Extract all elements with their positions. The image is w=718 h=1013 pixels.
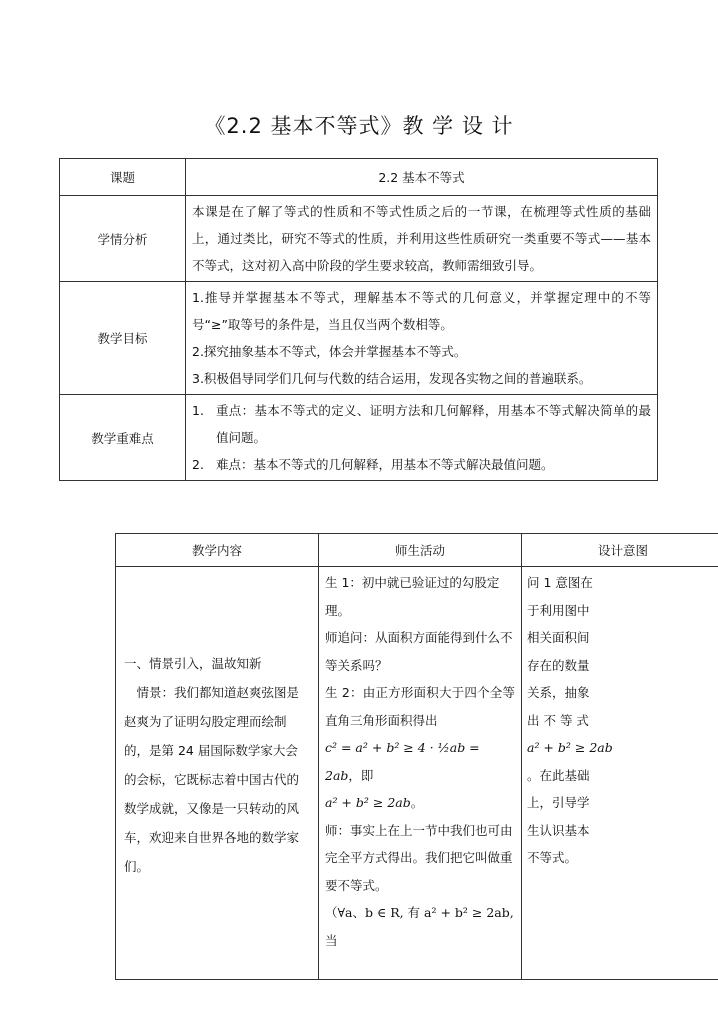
equation-2-suffix: 。 (410, 795, 424, 810)
list-item (192, 451, 651, 478)
row-value-goals (186, 282, 658, 395)
activity-cell (319, 567, 522, 980)
intent-line: 生认识基本 (527, 822, 590, 838)
scenario-paragraph: 情景：我们都知道赵爽弦图是赵爽为了证明勾股定理而绘制的，是第 24 届国际数学家大会的会标，它既标志着中国古代的数学成就，又像是一只转动的风车，欢迎来自世界各地的数学家们。 (124, 685, 300, 874)
intent-line: 不等式。 (527, 850, 578, 865)
table-row (116, 567, 718, 980)
row-label-keypoints: 教学重难点 (60, 395, 186, 481)
row-value-topic: 2.2 基本不等式 (186, 159, 658, 196)
equation-line-1 (325, 734, 515, 789)
intent-line: 出 不 等 式 (527, 712, 589, 728)
list-item (192, 397, 651, 451)
table-row (60, 282, 658, 395)
equation-1: c² = a² + b² ≥ 4 · ½ab = 2ab (325, 740, 480, 783)
header-activity: 师生活动 (319, 534, 522, 567)
goal-line: 1.推导并掌握基本不等式，理解基本不等式的几何意义，并掌握定理中的不等号“≥”取等号的条件是，当且仅当两个数相等。 (192, 290, 651, 332)
list-text: 难点：基本不等式的几何解释，用基本不等式解决最值问题。 (216, 457, 554, 472)
goal-line: 2.探究抽象基本不等式，体会并掌握基本不等式。 (192, 344, 467, 359)
teacher-question: 师追问：从面积方面能得到什么不等关系吗？ (325, 630, 513, 673)
intent-line: 关系，抽象 (527, 685, 590, 700)
intent-line: 存在的数量 (527, 657, 590, 673)
table-row (60, 395, 658, 481)
table-row (60, 159, 658, 196)
lesson-info-table (59, 158, 658, 481)
row-value-analysis: 本课是在了解了等式的性质和不等式性质之后的一节课，在梳理等式性质的基础上，通过类比，研究不等式的性质，并利用这些性质研究一类重要不等式——基本不等式，这对初入高中阶段的学生要求较高，教师需细致引导。 (186, 196, 658, 282)
intent-cell (522, 567, 718, 980)
row-value-keypoints (186, 395, 658, 481)
row-label-goals: 教学目标 (60, 282, 186, 395)
teacher-explanation: 师：事实上在上一节中我们也可由完全平方式得出。我们把它叫做重要不等式。 (325, 822, 513, 893)
intent-line: 上，引导学 (527, 795, 590, 810)
row-label-analysis: 学情分析 (60, 196, 186, 282)
intent-line: 问 1 意图在 (527, 575, 593, 590)
equation-1-suffix: ，即 (348, 767, 374, 783)
header-intent: 设计意图 (522, 534, 718, 567)
student-2-line: 生 2：由正方形面积大于四个全等直角三角形面积得出 (325, 685, 515, 728)
list-text: 重点：基本不等式的定义、证明方法和几何解释，用基本不等式解决简单的最值问题。 (216, 403, 651, 445)
content-cell (116, 567, 319, 980)
list-number: 2. (192, 457, 204, 472)
intent-line: 相关面积间 (527, 630, 590, 645)
page-title: 《2.2 基本不等式》教 学 设 计 (204, 114, 514, 138)
goal-line: 3.积极倡导同学们几何与代数的结合运用，发现各实物之间的普遍联系。 (192, 371, 592, 386)
row-label-topic: 课题 (60, 159, 186, 196)
intent-line: 。在此基础 (527, 767, 590, 783)
intent-equation: a² + b² ≥ 2ab (527, 740, 613, 755)
list-number: 1. (192, 403, 204, 418)
table-header-row (116, 534, 718, 567)
teaching-process-table (115, 533, 718, 980)
intent-line: 于利用图中 (527, 602, 590, 618)
table-row (60, 196, 658, 282)
equation-line-2 (325, 789, 515, 817)
inequality-statement: （∀a、b ∈ R, 有 a² + b² ≥ 2ab, 当 (325, 905, 514, 948)
equation-2: a² + b² ≥ 2ab (325, 795, 411, 810)
header-content: 教学内容 (116, 534, 319, 567)
section-heading: 一、情景引入，温故知新 (124, 656, 262, 671)
student-1-line: 生 1：初中就已验证过的勾股定理。 (325, 575, 500, 618)
